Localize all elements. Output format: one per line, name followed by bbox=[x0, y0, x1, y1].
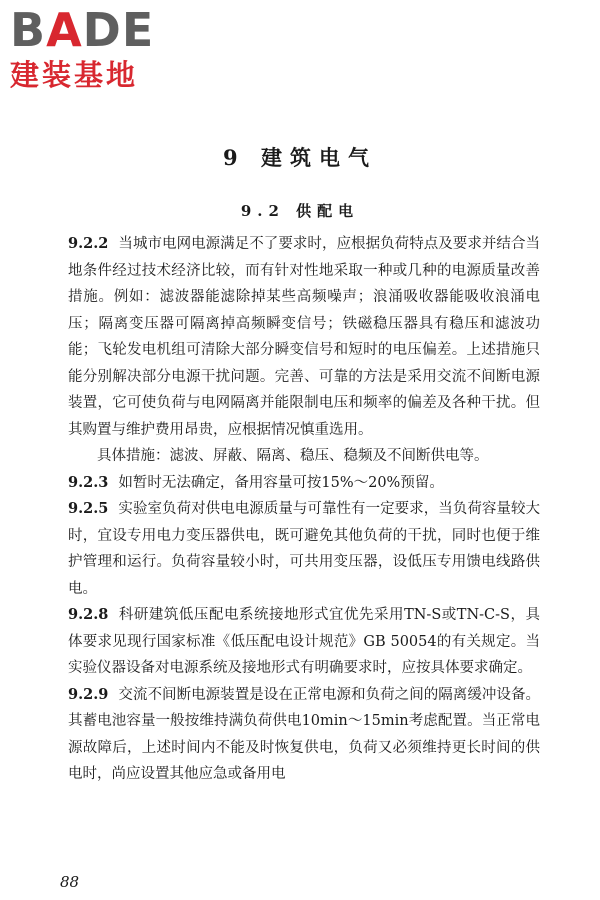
clause-number: 9.2.5 bbox=[68, 500, 109, 517]
clause-9-2-2-continuation: 具体措施：滤波、屏蔽、隔离、稳压、稳频及不间断供电等。 bbox=[97, 448, 489, 464]
bade-logo bbox=[10, 4, 175, 92]
clause-text: 科研建筑低压配电系统接地形式宜优先采用TN-S或TN-C-S，具体要求见现行国家标准《低压配电设计规范》GB 50054的有关规定。当实验仪器设备对电源系统及接地形式有明确要求时，应按具体要求确定。 bbox=[68, 607, 540, 676]
clause-text: 当城市电网电源满足不了要求时，应根据负荷特点及要求并结合当地条件经过技术经济比较，而有针对性地采取一种或几种的电源质量改善措施。例如：滤波器能滤除掉某些高频噪声；浪涌吸收器能吸收浪涌电压；隔离变压器可隔离掉高频瞬变信号；铁磁稳压器具有稳压和滤波功能；飞轮发电机组可清除大部分瞬变信号和短时的电压偏差。上述措施只能分别解决部分电源干扰问题。完善、可靠的方法是采用交流不间断电源装置，它可使负荷与电网隔离并能限制电压和频率的偏差及各种干扰。但其购置与维护费用昂贵，应根据情况慎重选用。 bbox=[68, 236, 540, 438]
clause-number: 9.2.9 bbox=[68, 685, 109, 703]
logo-letter-b: B bbox=[10, 3, 47, 57]
clause-9-2-9 bbox=[68, 682, 540, 788]
clause-9-2-8 bbox=[68, 602, 540, 682]
clause-number: 9.2.8 bbox=[68, 606, 109, 623]
page-number: 88 bbox=[60, 873, 80, 891]
clause-9-2-3 bbox=[68, 470, 540, 497]
clause-text: 实验室负荷对供电电源质量与可靠性有一定要求，当负荷容量较大时，宜设专用电力变压器供电，既可避免其他负荷的干扰，同时也便于维护管理和运行。负荷容量较小时，可共用变压器，设低压专用馈电线路供电。 bbox=[68, 501, 540, 597]
clause-number: 9.2.3 bbox=[68, 473, 109, 491]
logo-letter-a: A bbox=[46, 3, 83, 57]
section-title: 9.2 供配电 bbox=[240, 202, 360, 220]
logo-subtitle: 建装基地 bbox=[10, 58, 139, 92]
chapter-title: 9 建筑电气 bbox=[223, 145, 377, 170]
clause-text: 如暂时无法确定，备用容量可按15%～20%预留。 bbox=[118, 474, 444, 491]
clause-number: 9.2.2 bbox=[68, 235, 109, 252]
clause-9-2-2 bbox=[68, 231, 540, 443]
clause-text: 交流不间断电源装置是设在正常电源和负荷之间的隔离缓冲设备。其蓄电池容量一般按维持满负荷供电10min～15min考虑配置。当正常电源故障后，上述时间内不能及时恢复供电，负荷又必须维持更长时间的供电时，尚应设置其他应急或备用电 bbox=[68, 686, 540, 782]
clause-9-2-5 bbox=[68, 496, 540, 602]
body-text bbox=[68, 231, 540, 788]
logo-wordmark bbox=[10, 4, 175, 56]
logo-letters-de: DE bbox=[82, 3, 155, 57]
